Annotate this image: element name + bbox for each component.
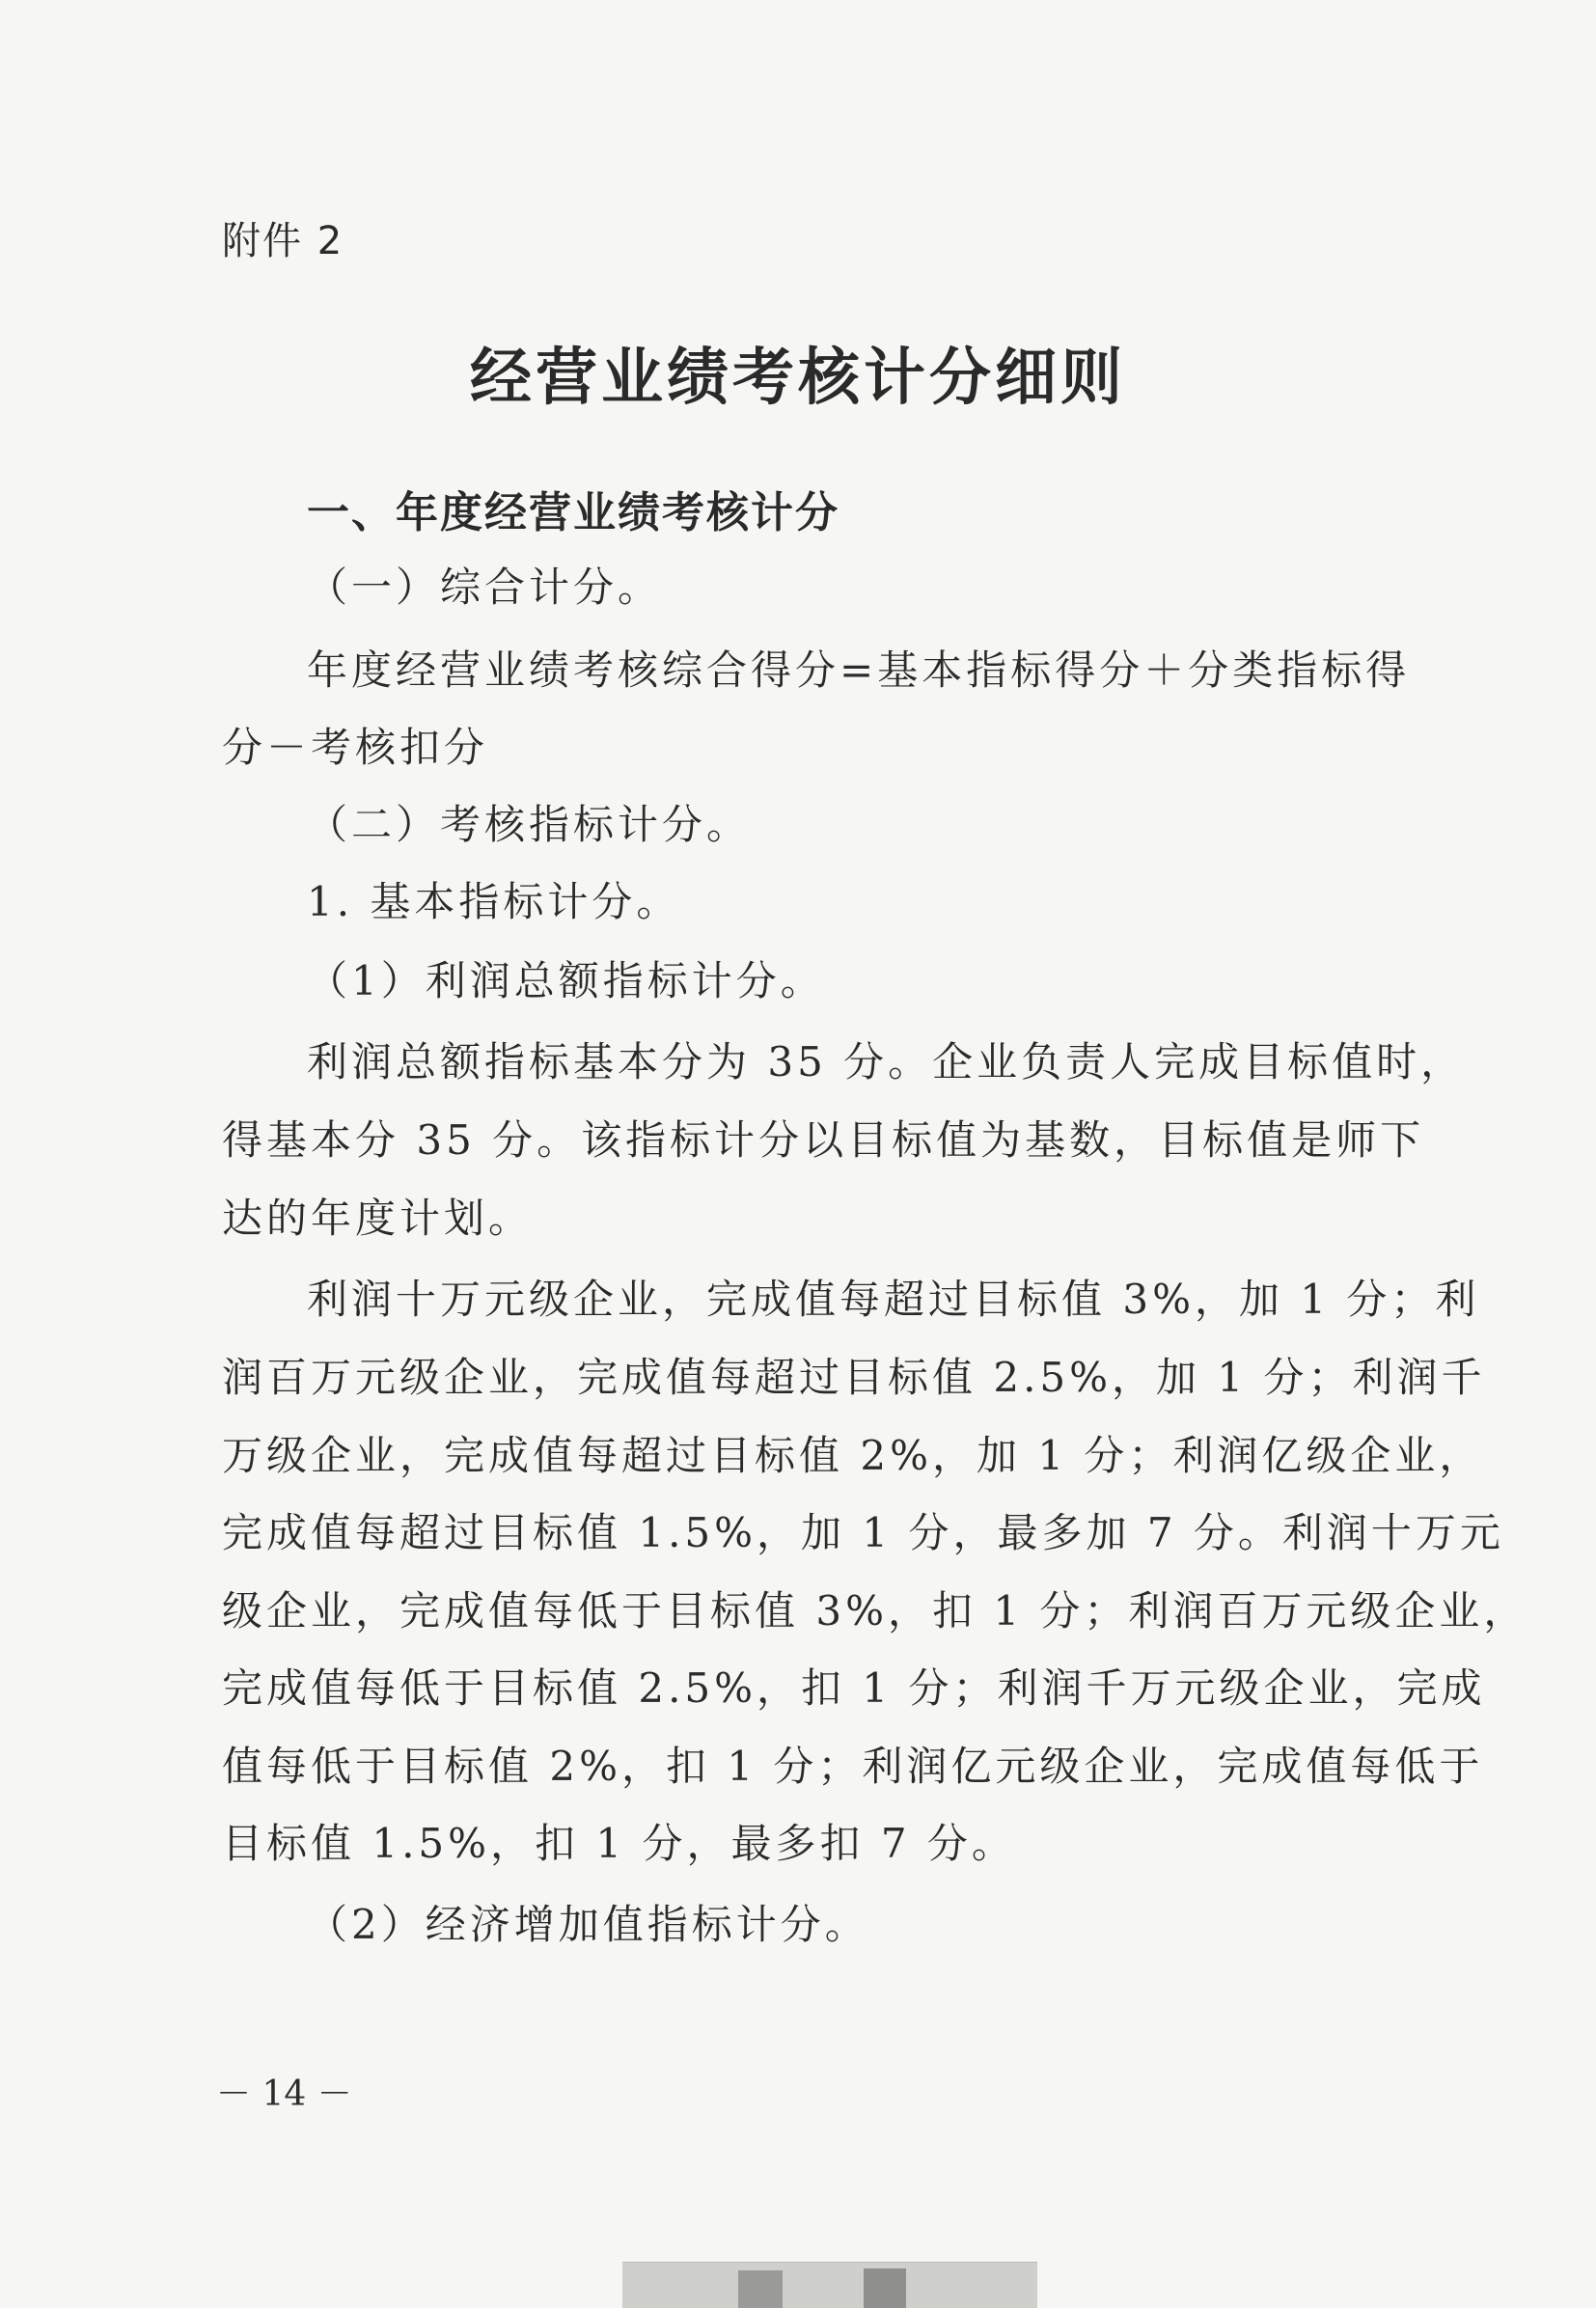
- scan-artifact-icon: [864, 2268, 906, 2308]
- paragraph-line: 完成值每低于目标值 2.5%，扣 1 分；利润千万元级企业，完成: [222, 1664, 1486, 1712]
- scan-artifact-icon: [738, 2270, 783, 2308]
- section-heading: 一、年度经营业绩考核计分: [307, 488, 839, 537]
- paragraph-line: 目标值 1.5%，扣 1 分，最多扣 7 分。: [222, 1820, 1016, 1867]
- paragraph-line: 值每低于目标值 2%，扣 1 分；利润亿元级企业，完成值每低于: [222, 1743, 1484, 1790]
- paragraph-line: （2）经济增加值指标计分。: [307, 1901, 869, 1948]
- paragraph-line: 润百万元级企业，完成值每超过目标值 2.5%，加 1 分；利润千: [222, 1354, 1486, 1401]
- document-title: 经营业绩考核计分细则: [470, 343, 1126, 414]
- paragraph-line: 完成值每超过目标值 1.5%，加 1 分，最多加 7 分。利润十万元: [222, 1509, 1504, 1556]
- paragraph-line: 达的年度计划。: [222, 1195, 534, 1242]
- paragraph-line: （一）综合计分。: [307, 563, 663, 611]
- paragraph-line: 得基本分 35 分。该指标计分以目标值为基数，目标值是师下: [222, 1116, 1425, 1164]
- paragraph-line: 年度经营业绩考核综合得分=基本指标得分＋分类指标得: [307, 646, 1411, 694]
- scan-edge-strip: [622, 2262, 1037, 2308]
- paragraph-line: 分－考核扣分: [222, 724, 489, 771]
- paragraph-line: （二）考核指标计分。: [307, 801, 752, 848]
- paragraph-line: 利润十万元级企业，完成值每超过目标值 3%，加 1 分；利: [307, 1276, 1480, 1323]
- paragraph-line: 1. 基本指标计分。: [307, 878, 681, 925]
- paragraph-line: 级企业，完成值每低于目标值 3%，扣 1 分；利润百万元级企业，: [222, 1587, 1528, 1635]
- page-number: － 14 －: [216, 2074, 352, 2114]
- paragraph-line: 万级企业，完成值每超过目标值 2%，加 1 分；利润亿级企业，: [222, 1432, 1484, 1479]
- paragraph-line: 利润总额指标基本分为 35 分。企业负责人完成目标值时，: [307, 1038, 1466, 1085]
- paragraph-line: （1）利润总额指标计分。: [307, 957, 825, 1004]
- attachment-label: 附件 2: [222, 219, 344, 263]
